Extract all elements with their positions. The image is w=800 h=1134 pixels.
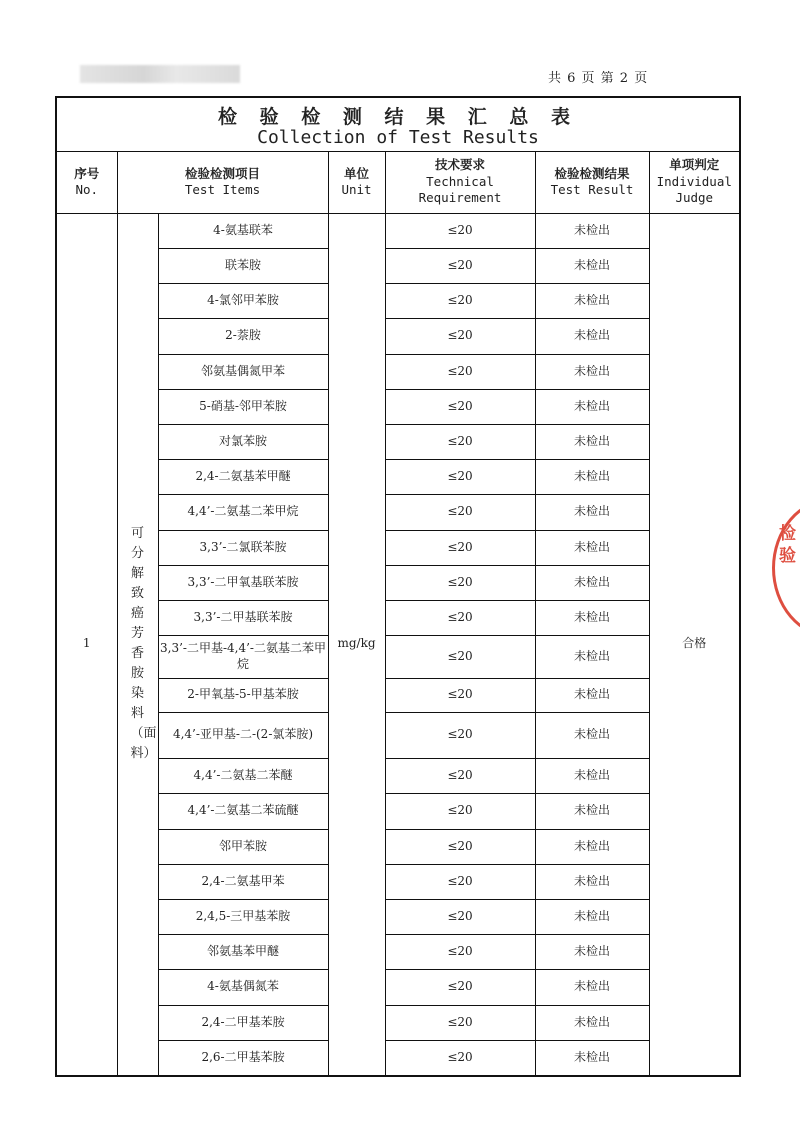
test-item: 3,3’-二甲基-4,4’-二氨基二苯甲烷 [158,635,328,678]
table-row [57,969,739,1005]
table-row [57,354,739,389]
technical-requirement: ≤20 [385,354,535,389]
test-item: 4-氨基偶氮苯 [158,969,328,1005]
technical-requirement: ≤20 [385,758,535,793]
table-row [57,1040,739,1075]
table-row [57,1005,739,1040]
table-row [57,494,739,530]
page-count: 共 6 页 第 2 页 [548,71,649,86]
technical-requirement: ≤20 [385,829,535,864]
report-title-en: Collection of Test Results [257,127,539,148]
table-row [57,712,739,758]
test-item: 2,4-二氨基甲苯 [158,864,328,899]
test-item: 2,4-二甲基苯胺 [158,1005,328,1040]
table-row [57,793,739,829]
test-item: 2,4,5-三甲基苯胺 [158,899,328,934]
technical-requirement: ≤20 [385,494,535,530]
table-row [57,424,739,459]
table-row [57,635,739,678]
technical-requirement: ≤20 [385,565,535,600]
test-result: 未检出 [535,530,649,565]
test-item: 对氯苯胺 [158,424,328,459]
col-header-judge: 单项判定 Individual Judge [649,151,739,213]
test-item: 4,4’-二氨基二苯醚 [158,758,328,793]
test-result: 未检出 [535,934,649,969]
seal-text: 检验 [779,524,796,566]
technical-requirement: ≤20 [385,459,535,494]
test-item: 邻氨基苯甲醚 [158,934,328,969]
group-judgement: 合格 [649,213,739,1075]
technical-requirement: ≤20 [385,600,535,635]
table-row [57,213,739,248]
technical-requirement: ≤20 [385,712,535,758]
technical-requirement: ≤20 [385,389,535,424]
test-result: 未检出 [535,318,649,354]
table-row [57,758,739,793]
technical-requirement: ≤20 [385,793,535,829]
report-title-box [57,98,739,152]
test-result: 未检出 [535,283,649,318]
test-result: 未检出 [535,712,649,758]
test-item: 3,3’-二甲基联苯胺 [158,600,328,635]
technical-requirement: ≤20 [385,424,535,459]
technical-requirement: ≤20 [385,899,535,934]
test-item: 4-氯邻甲苯胺 [158,283,328,318]
table-row [57,899,739,934]
table-row [57,864,739,899]
group-unit: mg/kg [328,213,385,1075]
test-item: 4-氨基联苯 [158,213,328,248]
test-result: 未检出 [535,213,649,248]
test-item: 2,6-二甲基苯胺 [158,1040,328,1075]
results-table [57,151,739,1076]
test-result: 未检出 [535,678,649,712]
test-result: 未检出 [535,969,649,1005]
table-row [57,565,739,600]
test-item: 邻甲苯胺 [158,829,328,864]
test-result: 未检出 [535,793,649,829]
technical-requirement: ≤20 [385,1005,535,1040]
test-result: 未检出 [535,758,649,793]
col-header-unit: 单位 Unit [328,151,385,213]
group-number: 1 [57,213,117,1075]
test-item: 邻氨基偶氮甲苯 [158,354,328,389]
report-title-cn: 检 验 检 测 结 果 汇 总 表 [218,106,578,128]
col-header-no: 序号 No. [57,151,117,213]
test-result: 未检出 [535,829,649,864]
technical-requirement: ≤20 [385,969,535,1005]
test-result: 未检出 [535,864,649,899]
technical-requirement: ≤20 [385,635,535,678]
table-row [57,318,739,354]
technical-requirement: ≤20 [385,213,535,248]
table-row [57,600,739,635]
test-result: 未检出 [535,248,649,283]
test-item: 2-甲氧基-5-甲基苯胺 [158,678,328,712]
test-item: 3,3’-二氯联苯胺 [158,530,328,565]
test-result: 未检出 [535,1005,649,1040]
technical-requirement: ≤20 [385,283,535,318]
test-result: 未检出 [535,389,649,424]
header-row [57,151,739,213]
technical-requirement: ≤20 [385,530,535,565]
technical-requirement: ≤20 [385,934,535,969]
test-item: 5-硝基-邻甲苯胺 [158,389,328,424]
test-result: 未检出 [535,354,649,389]
redacted-header-text [80,65,240,83]
test-item: 2,4-二氨基苯甲醚 [158,459,328,494]
table-row [57,934,739,969]
technical-requirement: ≤20 [385,864,535,899]
table-row [57,283,739,318]
report-frame [55,96,741,1077]
col-header-items: 检验检测项目 Test Items [117,151,328,213]
test-item: 2-萘胺 [158,318,328,354]
official-seal [772,498,800,638]
col-header-requirement: 技术要求 Technical Requirement [385,151,535,213]
test-result: 未检出 [535,494,649,530]
test-item: 3,3’-二甲氧基联苯胺 [158,565,328,600]
group-category: 可分解致癌芳香胺染料（面料） [117,213,158,1075]
col-header-result: 检验检测结果 Test Result [535,151,649,213]
technical-requirement: ≤20 [385,318,535,354]
test-result: 未检出 [535,424,649,459]
technical-requirement: ≤20 [385,678,535,712]
table-row [57,248,739,283]
table-row [57,530,739,565]
table-row [57,678,739,712]
technical-requirement: ≤20 [385,248,535,283]
test-result: 未检出 [535,600,649,635]
test-item: 联苯胺 [158,248,328,283]
table-row [57,829,739,864]
table-row [57,459,739,494]
test-result: 未检出 [535,899,649,934]
test-result: 未检出 [535,459,649,494]
test-result: 未检出 [535,565,649,600]
table-row [57,389,739,424]
test-item: 4,4’-二氨基二苯硫醚 [158,793,328,829]
test-item: 4,4’-亚甲基-二-(2-氯苯胺) [158,712,328,758]
test-item: 4,4’-二氨基二苯甲烷 [158,494,328,530]
test-result: 未检出 [535,635,649,678]
test-result: 未检出 [535,1040,649,1075]
technical-requirement: ≤20 [385,1040,535,1075]
